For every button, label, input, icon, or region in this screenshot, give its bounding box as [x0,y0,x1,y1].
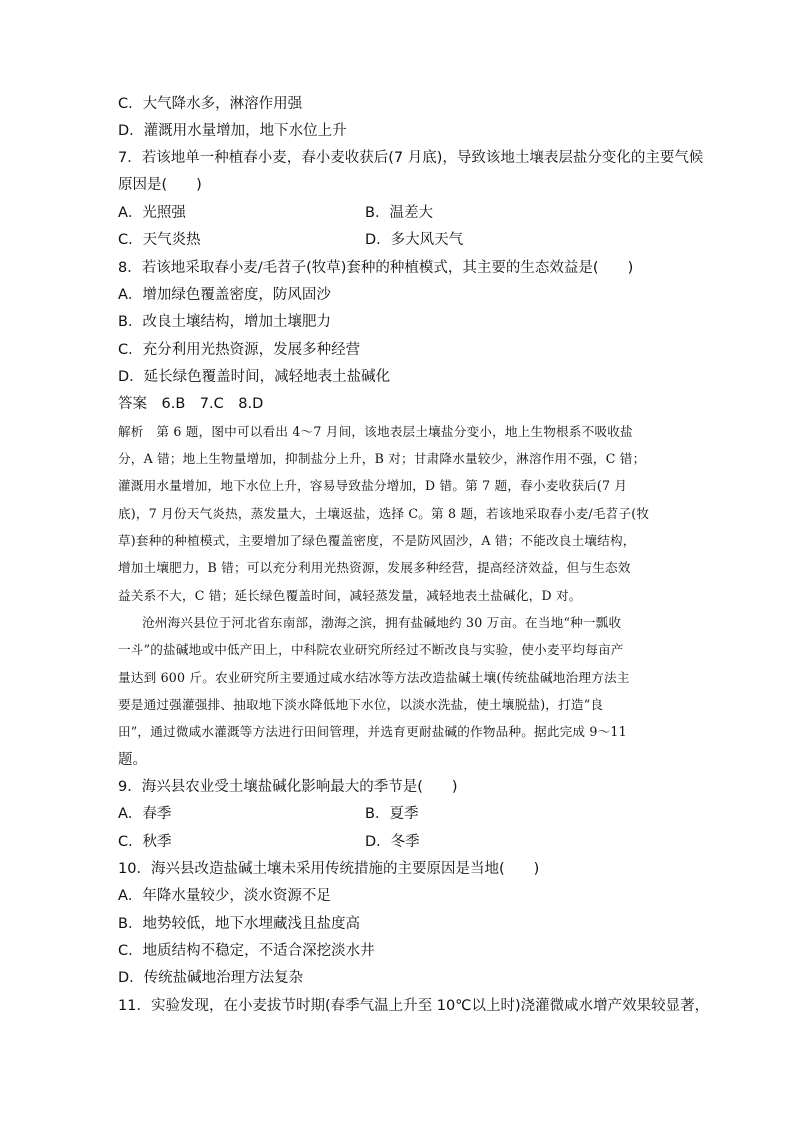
q7-option-d: D．多大风天气 [365,232,464,248]
passage-line-4: 要是通过强灌强排、抽取地下淡水降低地下水位，以淡水洗盐，使土壤脱盐)，打造“良 [118,697,604,712]
q10-option-c: C．地质结构不稳定，不适合深挖淡水井 [118,943,375,959]
q9-option-d: D．冬季 [365,834,420,850]
passage-line-6: 题。 [118,752,147,768]
question-7-line-2: 原因是( ) [118,177,202,193]
question-10: 10．海兴县改造盐碱土壤未采用传统措施的主要原因是当地( ) [118,861,540,877]
passage-line-2: 一斗”的盐碱地或中低产田上，中科院农业研究所经过不断改良与实验，使小麦平均每亩产 [118,642,624,657]
q9-option-c: C．秋季 [118,834,172,850]
explanation-line-3: 灌溉用水量增加，地下水位上升，容易导致盐分增加，D 错。第 7 题，春小麦收获后(7 月 [118,478,628,493]
explanation-line-6: 增加土壤肥力，B 错；可以充分利用光热资源，发展多种经营，提高经济效益，但与生态效 [118,560,631,575]
q6-option-d: D．灌溉用水量增加，地下水位上升 [118,123,347,139]
explanation-line-7: 益关系不大，C 错；延长绿色覆盖时间，减轻蒸发量，减轻地表土盐碱化，D 对。 [118,588,582,603]
question-8: 8．若该地采取春小麦/毛苕子(牧草)套种的种植模式，其主要的生态效益是( ) [118,260,634,276]
explanation-line-1: 解析 第 6 题，图中可以看出 4～7 月间，该地表层土壤盐分变小，地上生物根系不吸收盐 [118,424,633,439]
q10-option-d: D．传统盐碱地治理方法复杂 [118,970,304,986]
q6-option-c: C．大气降水多，淋溶作用强 [118,96,303,112]
question-7-line-1: 7．若该地单一种植春小麦，春小麦收获后(7 月底)，导致该地土壤表层盐分变化的主要气候 [118,150,704,166]
q7-option-a: A．光照强 [118,205,186,221]
q10-option-a: A．年降水量较少，淡水资源不足 [118,888,331,904]
explanation-line-5: 草)套种的种植模式，主要增加了绿色覆盖密度，不是防风固沙，A 错；不能改良土壤结构， [118,533,636,548]
q9-option-a: A．春季 [118,806,172,822]
passage-line-5: 田”，通过微咸水灌溉等方法进行田间管理，并选育更耐盐碱的作物品种。据此完成 9～11 [118,724,627,739]
answer-line: 答案 6.B 7.C 8.D [118,396,264,412]
q8-option-c: C．充分利用光热资源，发展多种经营 [118,342,361,358]
q7-option-c: C．天气炎热 [118,232,201,248]
explanation-line-4: 底)，7 月份天气炎热，蒸发量大，土壤返盐，选择 C。第 8 题，若该地采取春小麦/毛苕子(牧 [118,506,650,521]
q9-option-b: B．夏季 [365,806,419,822]
q8-option-a: A．增加绿色覆盖密度，防风固沙 [118,287,331,303]
q8-option-b: B．改良土壤结构，增加土壤肥力 [118,314,331,330]
explanation-line-2: 分，A 错；地上生物量增加，抑制盐分上升，B 对；甘肃降水量较少，淋溶作用不强，C 错； [118,451,646,466]
question-9: 9．海兴县农业受土壤盐碱化影响最大的季节是( ) [118,779,458,795]
q8-option-d: D．延长绿色覆盖时间，减轻地表土盐碱化 [118,369,391,385]
q10-option-b: B．地势较低，地下水埋藏浅且盐度高 [118,916,360,932]
passage-line-1: 沧州海兴县位于河北省东南部，渤海之滨，拥有盐碱地约 30 万亩。在当地“种一瓢收 [142,615,622,630]
q7-option-b: B．温差大 [365,205,433,221]
question-11: 11．实验发现，在小麦拔节时期(春季气温上升至 10℃以上时)浇灌微咸水增产效果较显著， [118,998,710,1014]
passage-line-3: 量达到 600 斤。农业研究所主要通过咸水结冰等方法改造盐碱土壤(传统盐碱地治理方法主 [118,670,630,685]
